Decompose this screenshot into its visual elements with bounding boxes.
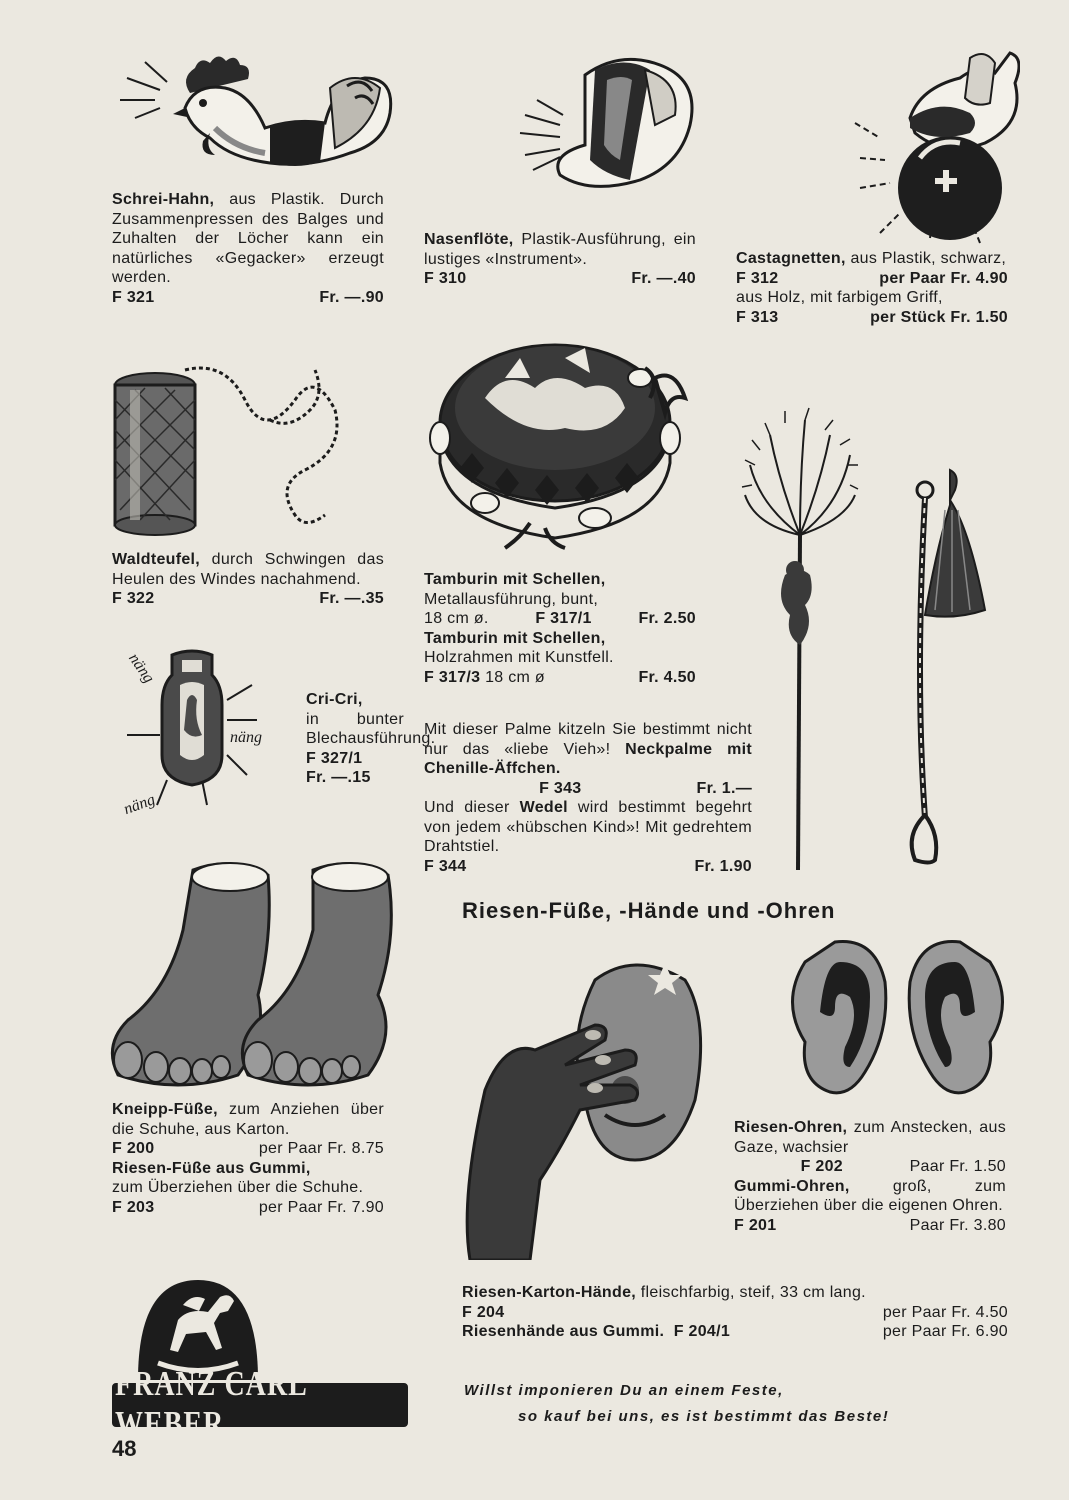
- wedel-illustration: [890, 460, 1000, 870]
- item-name: Nasenflöte,: [424, 231, 514, 248]
- item-price: Fr. 1.—: [696, 779, 752, 797]
- item-price: Fr. 2.50: [638, 610, 696, 627]
- item-name: Castagnetten,: [736, 250, 846, 267]
- waldteufel-illustration: [110, 340, 345, 540]
- item-price: Fr. —.15: [306, 769, 371, 786]
- item-code: F 204: [462, 1303, 505, 1321]
- item-size: 18 cm ø: [485, 668, 545, 686]
- item-code: F 200: [112, 1140, 155, 1157]
- item-code: F 317/3: [424, 668, 481, 686]
- item-description: Plastik-Ausführung, ein lustiges «Instrument».: [424, 231, 696, 268]
- kneipp-feet-illustration: [108, 845, 423, 1093]
- item-price: per Paar Fr. 4.90: [879, 269, 1008, 287]
- nose-flute-illustration: [515, 45, 710, 200]
- item-cricri: [306, 690, 436, 788]
- item-size: 18 cm ø.: [424, 610, 489, 627]
- item-price: per Paar Fr. 4.50: [882, 1303, 1008, 1321]
- item-tamburin: [424, 570, 696, 687]
- item-price: Paar Fr. 1.50: [909, 1158, 1006, 1175]
- item-code: F 203: [112, 1198, 155, 1216]
- item-code: F 204/1: [673, 1323, 731, 1340]
- item-name: Tamburin mit Schellen,: [424, 571, 606, 588]
- cricri-sound-word: näng: [125, 650, 158, 687]
- item-code: F 201: [734, 1216, 777, 1234]
- item-description: in bunter Blechausführung.: [306, 710, 436, 747]
- item-code: F 322: [112, 590, 155, 607]
- item-name: Riesen-Karton-Hände,: [462, 1284, 637, 1301]
- hand-mask-illustration: [465, 940, 725, 1260]
- item-code: F 343: [539, 779, 582, 797]
- item-description: aus Holz, mit farbigem Griff,: [736, 289, 943, 306]
- item-description: aus Plastik, schwarz,: [845, 250, 1007, 267]
- item-name: Cri-Cri,: [306, 691, 363, 708]
- item-name: Riesen-Füße aus Gummi,: [112, 1159, 311, 1177]
- item-description: groß, zum Überziehen über die eigenen Ohren.: [734, 1177, 1006, 1214]
- cricri-illustration: [112, 640, 302, 820]
- item-castagnetten: [736, 249, 1008, 327]
- item-riesen-ohren: [734, 1118, 1006, 1235]
- page-number: 48: [112, 1436, 137, 1461]
- item-code: F 327/1: [306, 749, 363, 767]
- item-price: Fr. —.35: [319, 590, 384, 607]
- item-price: per Paar Fr. 8.75: [258, 1140, 384, 1157]
- cricri-sound-word: näng: [230, 729, 262, 746]
- item-name: Riesen-Ohren,: [734, 1119, 848, 1136]
- item-name: Kneipp-Füße,: [112, 1101, 218, 1118]
- item-code: F 313: [736, 308, 779, 326]
- item-neckpalme: [424, 720, 752, 876]
- cricri-sound-word: näng: [121, 791, 158, 819]
- item-schrei-hahn: [112, 190, 384, 307]
- item-description: Holzrahmen mit Kunstfell.: [424, 649, 614, 666]
- item-name: Neckpalme mit Chenille-Äffchen.: [424, 740, 752, 777]
- item-name: Wedel: [519, 799, 568, 816]
- slogan-line-2: so kauf bei uns, es ist bestimmt das Beste!: [518, 1408, 890, 1425]
- item-description: Und dieser: [424, 799, 520, 816]
- item-code: F 317/1: [535, 610, 592, 627]
- item-price: per Stück Fr. 1.50: [870, 308, 1008, 326]
- item-price: Fr. 1.90: [694, 857, 752, 875]
- item-description: wird bestimmt begehrt von jedem «hübschen Kind»! Mit gedrehtem Drahtstiel.: [424, 799, 753, 855]
- item-price: Fr. 4.50: [638, 668, 696, 686]
- ears-illustration: [790, 932, 1005, 1102]
- castanets-illustration: [850, 38, 1020, 248]
- item-price: Paar Fr. 3.80: [909, 1216, 1006, 1234]
- item-description: fleischfarbig, steif, 33 cm lang.: [636, 1284, 866, 1301]
- item-name: Riesenhände aus Gummi.: [462, 1323, 665, 1340]
- tambourine-illustration: [425, 318, 690, 558]
- item-name: Tamburin mit Schellen,: [424, 629, 606, 647]
- item-code: F 310: [424, 270, 467, 287]
- item-name: Schrei-Hahn,: [112, 191, 215, 208]
- section-heading: Riesen-Füße, -Hände und -Ohren: [462, 898, 836, 923]
- item-price: per Paar Fr. 6.90: [882, 1323, 1008, 1340]
- item-description: zum Anziehen über die Schuhe, aus Karton.: [112, 1101, 384, 1138]
- item-description: aus Plastik. Durch Zusammenpressen des Balges und Zuhalten der Löcher kann ein natürliches «Gegacker» erzeugt werden.: [112, 191, 384, 286]
- item-price: Fr. —.40: [631, 270, 696, 287]
- item-code: F 321: [112, 288, 155, 306]
- item-description: Mit dieser Palme kitzeln Sie bestimmt nicht nur das «liebe Vieh»!: [424, 721, 752, 758]
- slogan-line-1: Willst imponieren Du an einem Feste,: [464, 1382, 784, 1399]
- item-description: durch Schwingen das Heulen des Windes nachahmend.: [112, 551, 384, 588]
- item-description: Metallausführung, bunt,: [424, 590, 599, 608]
- neck-palm-illustration: [740, 405, 860, 875]
- item-price: Fr. —.90: [319, 288, 384, 306]
- item-nasenfloete: [424, 230, 696, 289]
- item-code: F 344: [424, 857, 467, 875]
- item-name: Gummi-Ohren,: [734, 1177, 850, 1195]
- item-waldteufel: [112, 550, 384, 609]
- brand-banner: [112, 1365, 408, 1444]
- item-kneipp-fuesse: [112, 1100, 384, 1217]
- item-description: zum Anstecken, aus Gaze, wachsier: [734, 1119, 1006, 1156]
- item-name: Waldteufel,: [112, 551, 201, 568]
- item-code: F 202: [800, 1158, 843, 1175]
- rooster-illustration: [115, 48, 400, 178]
- item-description: zum Überziehen über die Schuhe.: [112, 1179, 364, 1196]
- brand-name: FRANZ CARL WEBER: [115, 1365, 307, 1444]
- item-code: F 312: [736, 269, 779, 287]
- item-riesen-haende: [462, 1283, 1008, 1342]
- item-price: per Paar Fr. 7.90: [258, 1198, 384, 1216]
